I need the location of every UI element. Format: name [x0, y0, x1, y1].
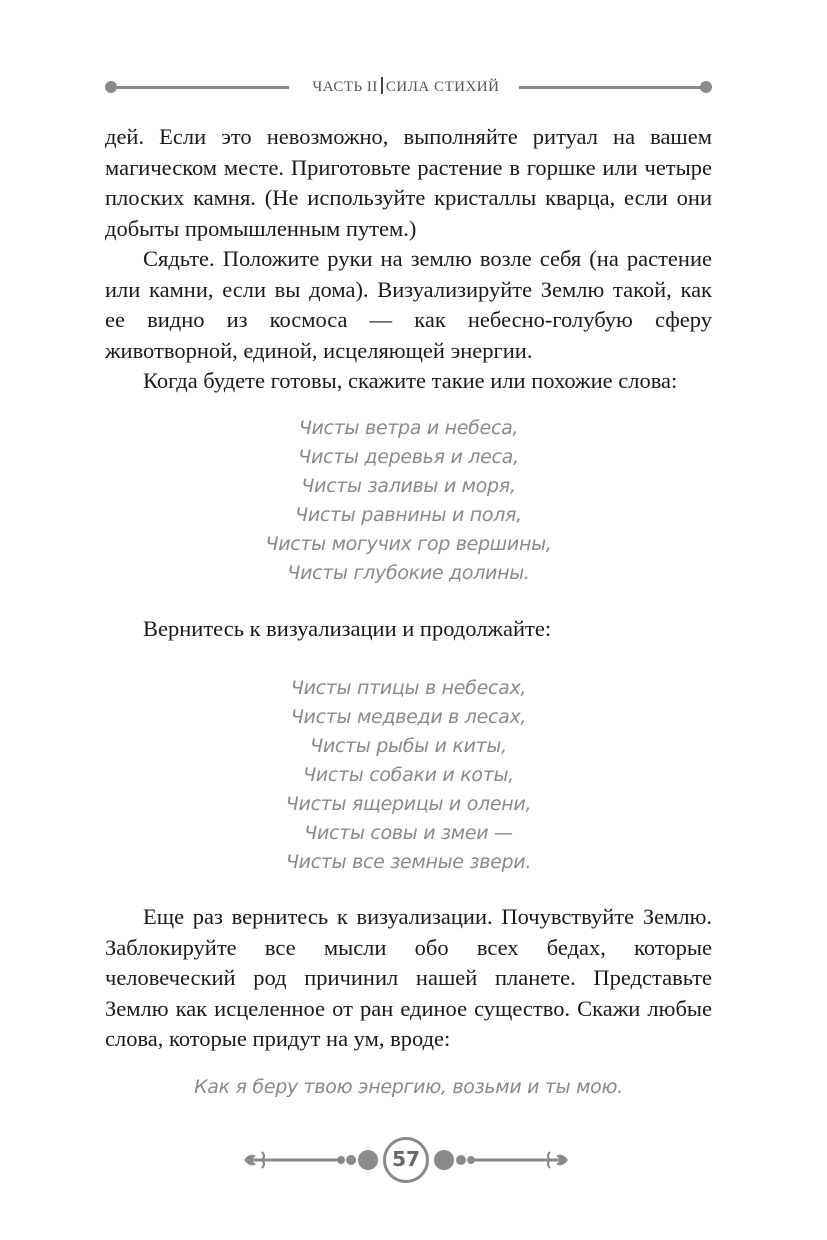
paragraph: Вернитесь к визуализации и продолжайте:: [143, 616, 552, 641]
verse-line: Чисты равнины и поля,: [295, 504, 522, 526]
paragraph: Еще раз вернитесь к визуализации. Почувствуйте Землю. Заблокируйте все мысли обо всех бедах, которые человеческий род причинил нашей планете. Представьте Землю как исцеленное от ран единое существо. Скажи любые слова, которые придут на ум, вроде:: [105, 904, 712, 1051]
verse-block-3: [105, 1073, 712, 1102]
verse-line: Чисты собаки и коты,: [303, 764, 514, 786]
left-dot-medium: [346, 1155, 356, 1165]
verse-block-2: [105, 674, 712, 877]
verse-line: Чисты медведи в лесах,: [290, 706, 527, 728]
paragraph: дей. Если это невозможно, выполняйте ритуал на вашем магическом месте. Приготовьте растение в горшке или четыре плоских камня. (Не используйте кристаллы кварца, если они добыты промышленным путем.): [105, 124, 712, 241]
header-left-rule: [113, 86, 289, 89]
left-dot-large: [358, 1150, 378, 1170]
verse-line: Чисты глубокие долины.: [287, 562, 530, 584]
verse-line: Чисты ящерицы и олени,: [285, 793, 532, 815]
verse-block-1: [105, 414, 712, 588]
header-separator: [381, 77, 383, 94]
header-part: ЧАСТЬ II: [312, 79, 378, 95]
verse-line: Чисты рыбы и киты,: [310, 735, 507, 757]
header-title: [301, 77, 511, 96]
text-block-3: [105, 902, 712, 1055]
verse-line: Чисты заливы и моря,: [301, 475, 516, 497]
running-header: [105, 75, 712, 99]
right-dot-medium: [456, 1155, 466, 1165]
paragraph: Когда будете готовы, скажите такие или похожие слова:: [143, 368, 678, 393]
verse-line: Чисты ветра и небеса,: [298, 417, 519, 439]
text-block-2: [105, 614, 712, 645]
right-dot-large: [434, 1150, 454, 1170]
header-right-dot: [700, 81, 712, 93]
page-number: 57: [392, 1147, 420, 1171]
paragraph: Сядьте. Положите руки на землю возле себя (на растение или камни, если вы дома). Визуализируйте Землю такой, как ее видно из космоса — как небесно-голубую сферу животворной, единой, исцеляющей энергии.: [105, 246, 712, 363]
verse-line: Как я беру твою энергию, возьми и ты мою.: [194, 1076, 623, 1098]
page-footer: [0, 1132, 827, 1192]
header-section: СИЛА СТИХИЙ: [385, 79, 500, 95]
verse-line: Чисты птицы в небесах,: [290, 677, 527, 699]
verse-line: Чисты могучих гор вершины,: [265, 533, 552, 555]
text-block-1: [105, 122, 712, 397]
verse-line: Чисты совы и змеи —: [304, 822, 513, 844]
header-right-rule: [519, 86, 704, 89]
verse-line: Чисты все земные звери.: [285, 851, 532, 873]
verse-line: Чисты деревья и леса,: [298, 446, 519, 468]
left-dot-small: [337, 1156, 345, 1164]
